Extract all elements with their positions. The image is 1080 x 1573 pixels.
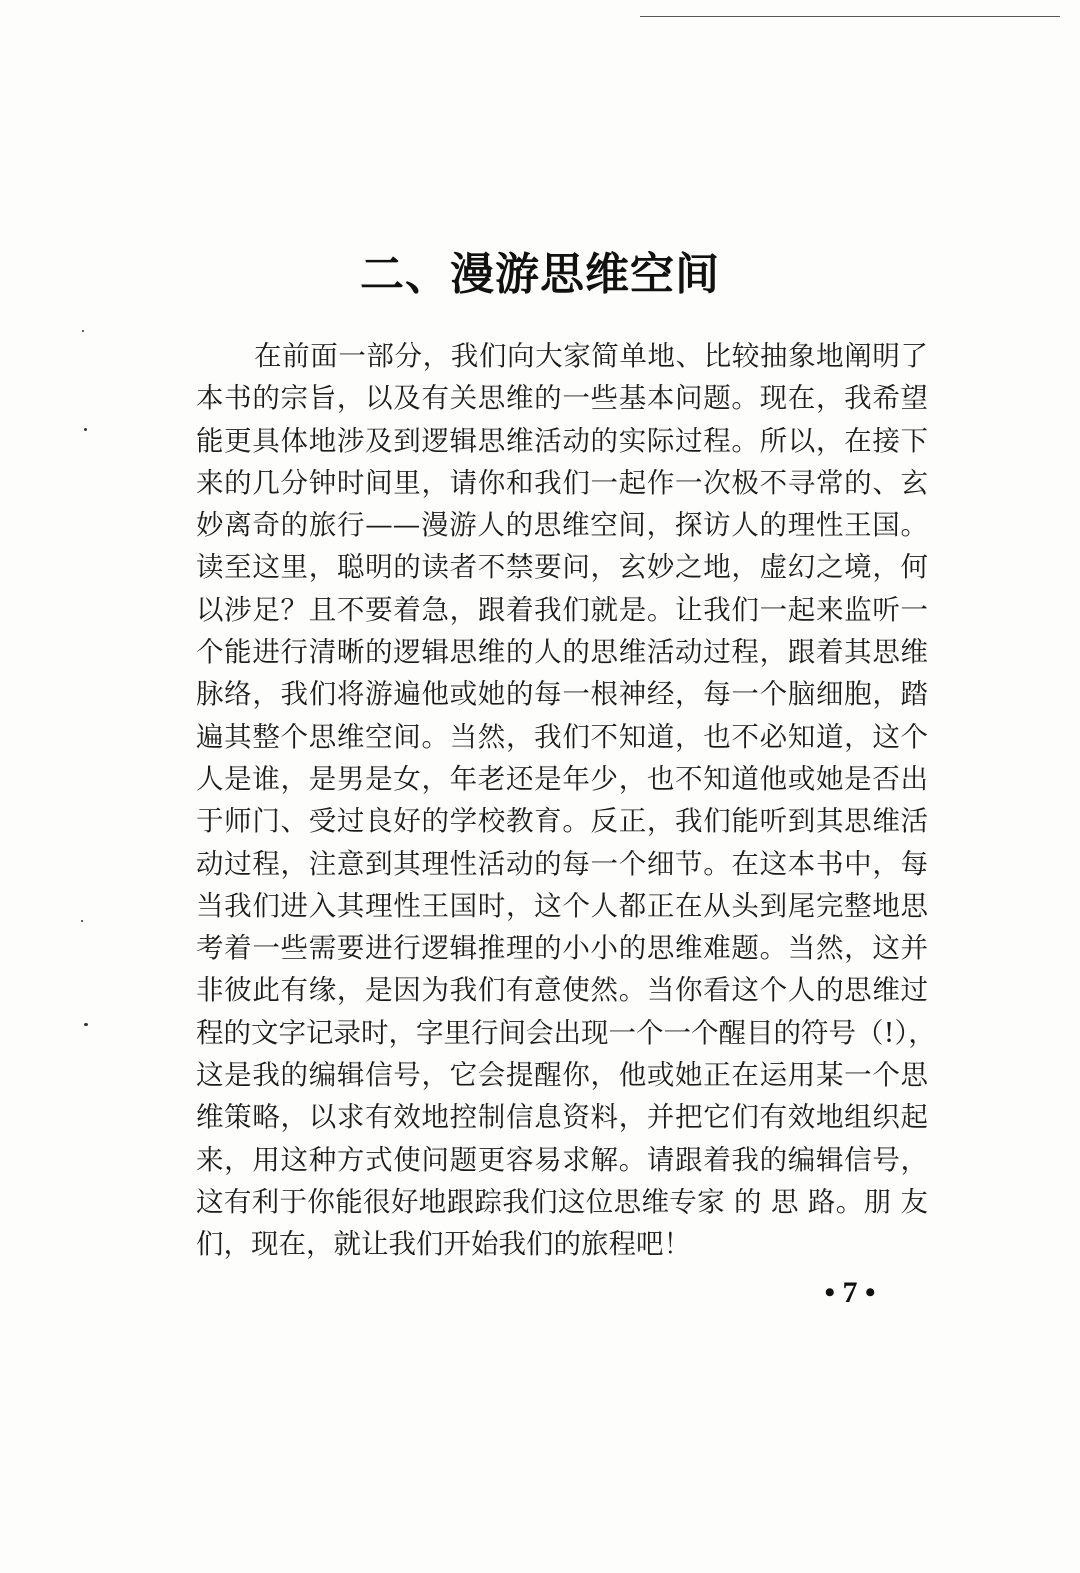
scan-speck [82, 330, 84, 332]
header-rule [640, 16, 1060, 17]
paragraph-line: 本书的宗旨，以及有关思维的一些基本问题。现在，我希望 [196, 382, 928, 415]
paragraph-line: 脉络，我们将游遍他或她的每一根神经，每一个脑细胞，踏 [196, 678, 928, 711]
scan-speck [84, 428, 87, 431]
scan-speck [81, 920, 83, 922]
chapter-title: 二、漫游思维空间 [360, 249, 720, 300]
paragraph-line: 考着一些需要进行逻辑推理的小小的思维难题。当然，这并 [196, 932, 928, 965]
paragraph-line: 以涉足？且不要着急，跟着我们就是。让我们一起来监听一 [196, 593, 928, 626]
paragraph-line: 们，现在，就让我们开始我们的旅程吧！ [196, 1228, 691, 1261]
paragraph-line: 人是谁，是男是女，年老还是年少，也不知道他或她是否出 [196, 762, 928, 795]
paragraph-line: 遍其整个思维空间。当然，我们不知道，也不必知道，这个 [196, 720, 928, 753]
page-number: • 7 • [824, 1276, 876, 1309]
paragraph-line: 于师门、受过良好的学校教育。反正，我们能听到其思维活 [196, 805, 928, 838]
paragraph-line: 妙离奇的旅行——漫游人的思维空间，探访人的理性王国。 [196, 509, 928, 542]
body-text [196, 335, 936, 1266]
scan-speck [84, 1023, 88, 1026]
paragraph-line: 动过程，注意到其理性活动的每一个细节。在这本书中，每 [196, 847, 928, 880]
paragraph-line: 个能进行清晰的逻辑思维的人的思维活动过程，跟着其思维 [196, 636, 928, 669]
paragraph-line: 非彼此有缘，是因为我们有意使然。当你看这个人的思维过 [196, 974, 928, 1007]
paragraph-line: 维策略，以求有效地控制信息资料，并把它们有效地组织起 [196, 1101, 928, 1134]
paragraph-line: 来，用这种方式使问题更容易求解。请跟着我的编辑信号， [196, 1143, 928, 1176]
paragraph-line: 读至这里，聪明的读者不禁要问，玄妙之地，虚幻之境，何 [196, 551, 928, 584]
paragraph-line: 程的文字记录时，字里行间会出现一个一个醒目的符号（!）， [196, 1016, 936, 1049]
paragraph-line: 这有利于你能很好地跟踪我们这位思维专家 的 思 路。朋 友 [196, 1185, 928, 1218]
paragraph-line: 当我们进入其理性王国时，这个人都正在从头到尾完整地思 [196, 889, 928, 922]
paragraph-line: 在前面一部分，我们向大家简单地、比较抽象地阐明了 [254, 340, 928, 372]
paragraph-line: 能更具体地涉及到逻辑思维活动的实际过程。所以，在接下 [196, 424, 928, 457]
paragraph-line: 这是我的编辑信号，它会提醒你，他或她正在运用某一个思 [196, 1059, 928, 1092]
paragraph-line: 来的几分钟时间里，请你和我们一起作一次极不寻常的、玄 [196, 466, 928, 499]
